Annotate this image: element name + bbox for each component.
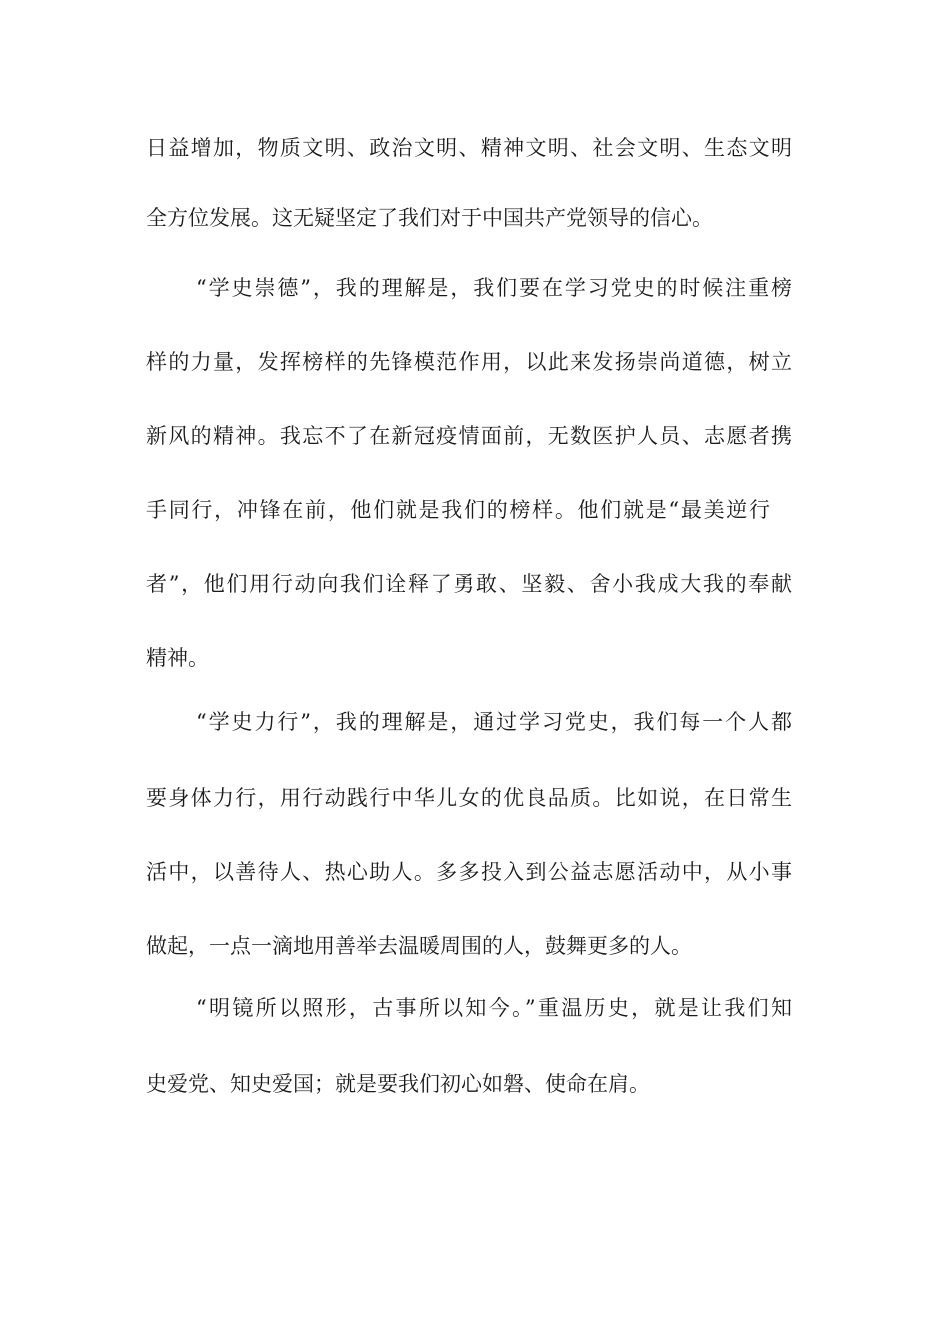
text-line: 史爱党、知史爱国；就是要我们初心如磐、使命在肩。 bbox=[146, 1072, 650, 1096]
text-line: 要身体力行，用行动践行中华儿女的优良品质。比如说，在日常生 bbox=[146, 786, 792, 810]
text-line: 活中，以善待人、热心助人。多多投入到公益志愿活动中，从小事 bbox=[146, 860, 792, 884]
text-line: 新风的精神。我忘不了在新冠疫情面前，无数医护人员、志愿者携 bbox=[146, 424, 792, 448]
text-line: 者”，他们用行动向我们诠释了勇敢、坚毅、舍小我成大我的奉献 bbox=[146, 572, 792, 596]
text-line: 日益增加，物质文明、政治文明、精神文明、社会文明、生态文明 bbox=[146, 136, 792, 160]
text-line: 样的力量，发挥榜样的先锋模范作用，以此来发扬崇尚道德，树立 bbox=[146, 350, 792, 374]
text-line: 全方位发展。这无疑坚定了我们对于中国共产党领导的信心。 bbox=[146, 206, 713, 230]
text-line: 手同行，冲锋在前，他们就是我们的榜样。他们就是“最美逆行 bbox=[146, 498, 770, 522]
paragraph-start-line: “明镜所以照形，古事所以知今。”重温历史，就是让我们知 bbox=[196, 996, 792, 1020]
text-line: 精神。 bbox=[146, 646, 209, 670]
paragraph-start-line: “学史崇德”，我的理解是，我们要在学习党史的时候注重榜 bbox=[196, 276, 792, 300]
text-line: 做起，一点一滴地用善举去温暖周围的人，鼓舞更多的人。 bbox=[146, 934, 692, 958]
paragraph-start-line: “学史力行”，我的理解是，通过学习党史，我们每一个人都 bbox=[196, 710, 792, 734]
